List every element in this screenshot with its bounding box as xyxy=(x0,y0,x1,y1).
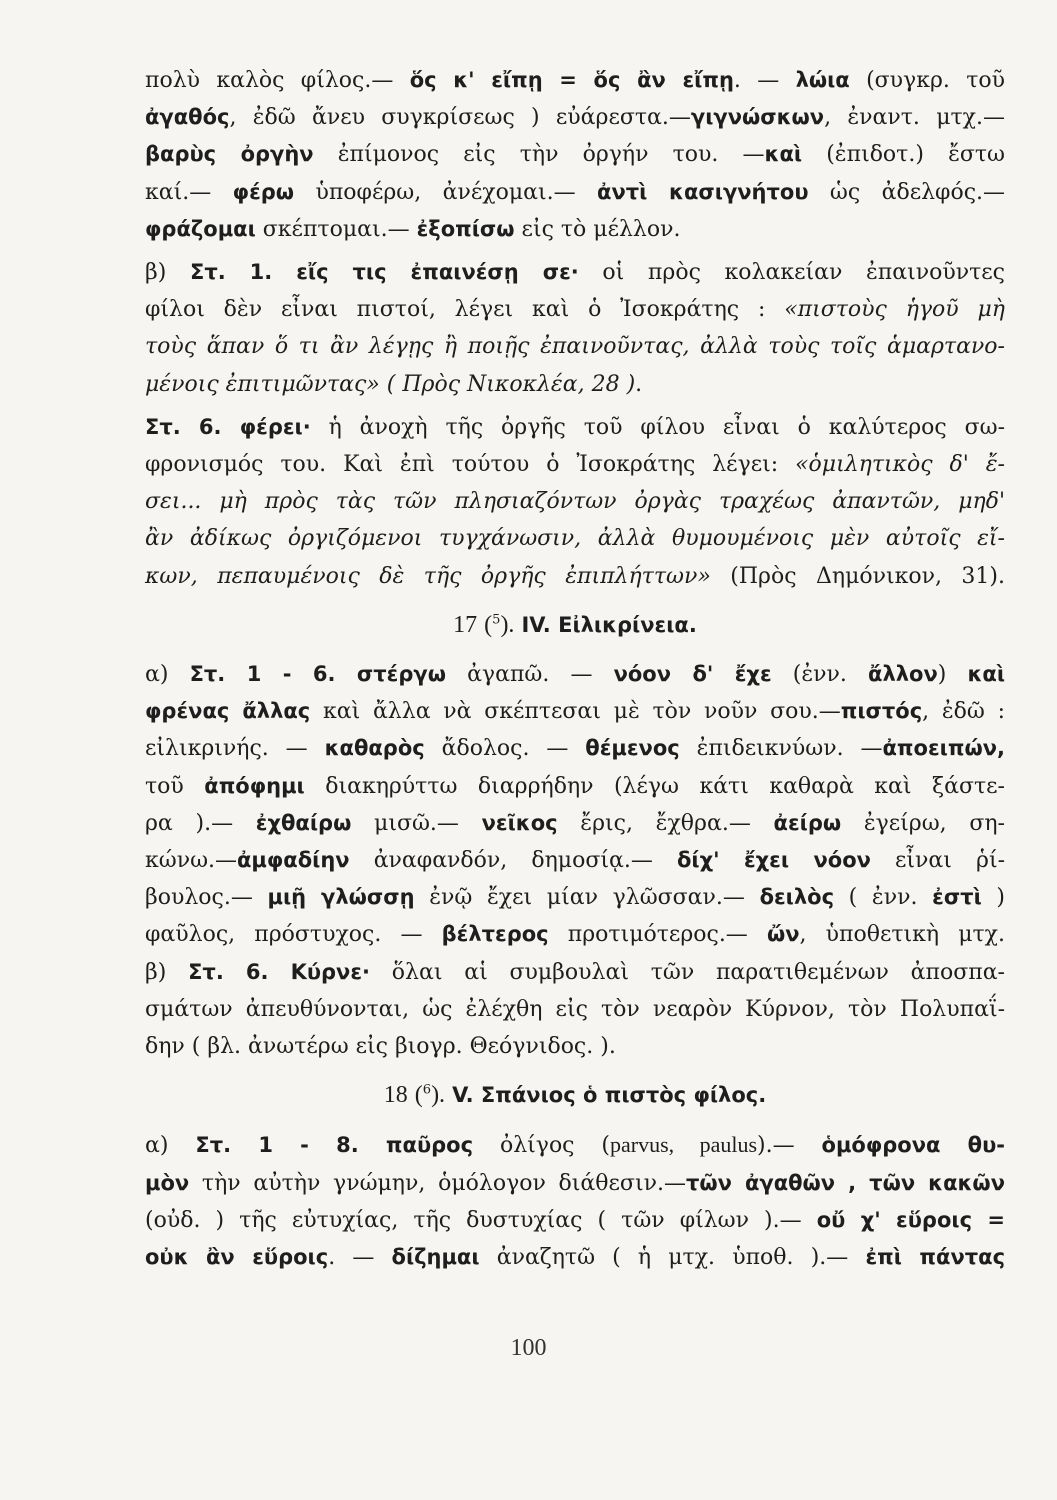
paragraph xyxy=(145,954,1005,1066)
text-line: καί.— φέρω ὑποφέρω, ἀνέχομαι.— ἀντὶ κασιγνήτου ὡς ἀδελφός.— xyxy=(145,179,1006,205)
text-line: (οὐδ. ) τῆς εὐτυχίας, τῆς δυστυχίας ( τῶν φίλων ).— οὔ χ' εὕροις = xyxy=(145,1207,1005,1233)
text-line: κων, πεπαυμένοις δὲ τῆς ὀργῆς ἐπιπλήττων» (Πρὸς Δημόνικον, 31). xyxy=(145,563,1006,589)
paragraph xyxy=(145,1126,1005,1276)
paragraph xyxy=(145,62,1005,248)
text-line: δην ( βλ. ἀνωτέρω εἰς βιογρ. Θεόγνιδος. ). xyxy=(145,1034,616,1060)
text-line: φράζομαι σκέπτομαι.— ἐξοπίσω εἰς τὸ μέλλον. xyxy=(145,216,681,242)
text-line: φρονισμός του. Καὶ ἐπὶ τούτου ὁ Ἰσοκράτης λέγει: «ὁμιλητικὸς δ' ἔ- xyxy=(145,452,1005,478)
page-text xyxy=(145,62,1005,1276)
text-line: β) Στ. 6. Κύρνε· ὅλαι αἱ συμβουλαὶ τῶν παρατιθεμένων ἀποσπα- xyxy=(145,959,1005,985)
text-line: τοὺς ἅπαν ὅ τι ἂν λέγῃς ἢ ποιῇς ἐπαινοῦντας, ἀλλὰ τοὺς τοῖς ἁμαρτανο- xyxy=(145,334,1005,360)
section-heading: 17 ($^5$). IV. Εἰλικρίνεια. xyxy=(453,611,697,638)
paragraph xyxy=(145,409,1005,595)
section-heading: 18 ($^6$). V. Σπάνιος ὁ πιστὸς φίλος. xyxy=(383,1082,767,1109)
text-line: α) Στ. 1 - 6. στέργω ἀγαπῶ. — νόον δ' ἔχε (ἐνν. ἄλλον) καὶ xyxy=(145,662,1006,688)
text-line: ἂν ἀδίκως ὀργιζόμενοι τυγχάνωσιν, ἀλλὰ θυμουμένοις μὲν αὐτοῖς εἴ- xyxy=(145,526,1005,552)
text-line: μένοις ἐπιτιμῶντας» ( Πρὸς Νικοκλέα, 28 ). xyxy=(145,371,643,397)
text-line: μὸν τὴν αὐτὴν γνώμην, ὁμόλογον διάθεσιν.—τῶν ἀγαθῶν , τῶν κακῶν xyxy=(145,1170,1005,1196)
paragraph xyxy=(145,254,1005,403)
text-line: πολὺ καλὸς φίλος.— ὅς κ' εἴπῃ = ὅς ἂν εἴπῃ. — λώια (συγκρ. τοῦ xyxy=(145,68,1005,93)
text-line: ἀγαθός, ἐδῶ ἄνευ συγκρίσεως ) εὐάρεστα.—γιγνώσκων, ἐναντ. μτχ.— xyxy=(145,105,1005,131)
text-line: φίλοι δὲν εἶναι πιστοί, λέγει καὶ ὁ Ἰσοκράτης : «πιστοὺς ἡγοῦ μὴ xyxy=(145,297,1005,323)
text-line: σει... μὴ πρὸς τὰς τῶν πλησιαζόντων ὀργὰς τραχέως ἀπαντῶν, μηδ' xyxy=(145,489,1005,515)
text-line: βουλος.— μιῇ γλώσσῃ ἐνῷ ἔχει μίαν γλῶσσαν.— δειλὸς ( ἐνν. ἐστὶ ) xyxy=(145,885,1006,911)
page-number: 100 xyxy=(510,1335,547,1361)
paragraph xyxy=(145,656,1005,954)
text-line: α) Στ. 1 - 8. παῦρος ὀλίγος (parvus, paulus).— ὁμόφρονα θυ- xyxy=(145,1132,1006,1159)
text-line: β) Στ. 1. εἴς τις ἐπαινέσῃ σε· οἱ πρὸς κολακείαν ἐπαινοῦντες xyxy=(145,260,1006,286)
text-line: φρένας ἄλλας καὶ ἄλλα νὰ σκέπτεσαι μὲ τὸν νοῦν σου.—πιστός, ἐδῶ : xyxy=(145,699,1006,725)
text-line: Στ. 6. φέρει· ἡ ἀνοχὴ τῆς ὀργῆς τοῦ φίλου εἶναι ὁ καλύτερος σω- xyxy=(145,414,1005,440)
text-line: τοῦ ἀπόφημι διακηρύττω διαρρήδην (λέγω κάτι καθαρὰ καὶ ξάστε- xyxy=(145,773,1005,799)
text-line: κώνω.—ἀμφαδίην ἀναφανδόν, δημοσίᾳ.— δίχ' ἔχει νόον εἶναι ῥί- xyxy=(145,848,1006,874)
text-line: σμάτων ἀπευθύνονται, ὡς ἐλέχθη εἰς τὸν νεαρὸν Κύρνον, τὸν Πολυπαΐ- xyxy=(145,996,1005,1022)
text-line: οὐκ ἂν εὕροις. — δίζημαι ἀναζητῶ ( ἡ μτχ. ὑποθ. ).— ἐπὶ πάντας xyxy=(145,1245,1006,1271)
text-line: εἰλικρινής. — καθαρὸς ἄδολος. — θέμενος ἐπιδεικνύων. —ἀποειπών, xyxy=(145,736,1005,762)
text-line: βαρὺς ὀργὴν ἐπίμονος εἰς τὴν ὀργήν του. —καὶ (ἐπιδοτ.) ἔστω xyxy=(145,142,1005,168)
text-line: ρα ).— ἐχθαίρω μισῶ.— νεῖκος ἔρις, ἔχθρα.— ἀείρω ἐγείρω, ση- xyxy=(145,810,1005,836)
text-line: φαῦλος, πρόστυχος. — βέλτερος προτιμότερος.— ὤν, ὑποθετικὴ μτχ. xyxy=(145,922,1005,948)
